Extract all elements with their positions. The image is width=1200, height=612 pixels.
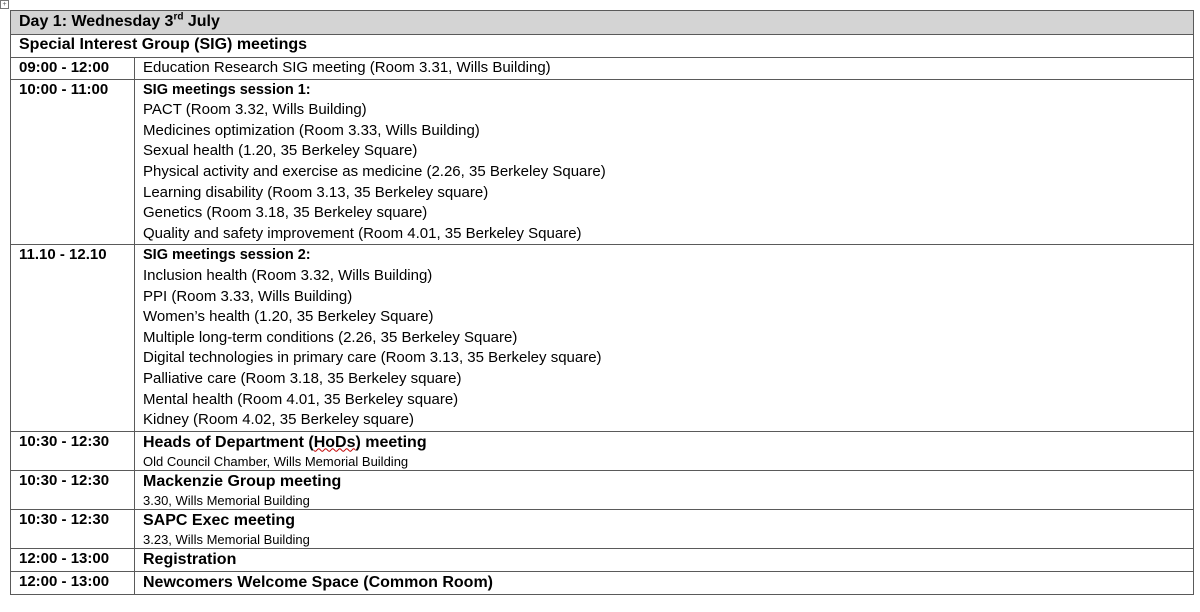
session-heading: SIG meetings session 1:: [143, 81, 311, 98]
day-header-row: [11, 11, 1194, 35]
time-cell: 09:00 - 12:00: [11, 58, 135, 80]
time-cell: 12:00 - 13:00: [11, 571, 135, 594]
meeting-title: Registration: [143, 550, 237, 568]
list-item: Mental health (Room 4.01, 35 Berkeley square): [143, 390, 459, 408]
time-cell: 10:30 - 12:30: [11, 431, 135, 470]
table-row: [11, 58, 1194, 80]
day-title-month: July: [183, 13, 220, 30]
table-row: [11, 245, 1194, 431]
spelling-flagged-word: HoDs: [313, 433, 356, 451]
sig-heading: Special Interest Group (SIG) meetings: [11, 35, 1194, 58]
time-cell: 11.10 - 12.10: [11, 245, 135, 431]
list-item: Sexual health (1.20, 35 Berkeley Square): [143, 142, 418, 160]
time-cell: 10:00 - 11:00: [11, 79, 135, 245]
list-item: PPI (Room 3.33, Wills Building): [143, 287, 353, 305]
meeting-title-end: ) meeting: [355, 433, 427, 451]
table-row: [11, 79, 1194, 245]
meeting-cell: [135, 431, 1194, 470]
meeting-title: Newcomers Welcome Space (Common Room): [143, 573, 494, 591]
list-item: Quality and safety improvement (Room 4.01, 35 Berkeley Square): [143, 224, 582, 242]
list-item: Multiple long-term conditions (2.26, 35 Berkeley Square): [143, 328, 518, 346]
table-row: [11, 571, 1194, 594]
list-item: Women’s health (1.20, 35 Berkeley Square): [143, 308, 434, 326]
day-title-prefix: Day 1: Wednesday 3: [19, 13, 174, 30]
list-item: Learning disability (Room 3.13, 35 Berkeley square): [143, 183, 489, 201]
day-title: [11, 11, 1194, 35]
list-item: Kidney (Room 4.02, 35 Berkeley square): [143, 411, 414, 429]
table-row: [11, 431, 1194, 470]
table-row: [11, 548, 1194, 571]
list-item: Palliative care (Room 3.18, 35 Berkeley square): [143, 369, 462, 387]
session-text: Education Research SIG meeting (Room 3.31, Wills Building): [143, 59, 551, 76]
meeting-cell: [135, 470, 1194, 509]
sig-heading-row: [11, 35, 1194, 58]
table-row: [11, 470, 1194, 509]
time-cell: 10:30 - 12:30: [11, 470, 135, 509]
meeting-cell: [135, 509, 1194, 548]
meeting-title-start: Heads of Department (: [143, 433, 314, 451]
meeting-title: SAPC Exec meeting: [143, 511, 296, 529]
meeting-cell: [135, 571, 1194, 594]
day-ordinal-suffix: rd: [173, 11, 184, 23]
meeting-title: Mackenzie Group meeting: [143, 472, 342, 490]
list-item: Genetics (Room 3.18, 35 Berkeley square): [143, 204, 428, 222]
list-item: Medicines optimization (Room 3.33, Wills Building): [143, 121, 480, 139]
time-cell: 12:00 - 13:00: [11, 548, 135, 571]
session-cell: [135, 245, 1194, 431]
meeting-cell: [135, 548, 1194, 571]
session-heading: SIG meetings session 2:: [143, 247, 311, 264]
time-cell: 10:30 - 12:30: [11, 509, 135, 548]
meeting-title: [143, 432, 1185, 454]
table-row: [11, 509, 1194, 548]
meeting-location: 3.30, Wills Memorial Building: [143, 492, 310, 508]
table-anchor-icon: +: [0, 0, 9, 9]
session-cell: [135, 79, 1194, 245]
schedule-table: [10, 10, 1194, 595]
meeting-location: 3.23, Wills Memorial Building: [143, 531, 310, 547]
list-item: Digital technologies in primary care (Room 3.13, 35 Berkeley square): [143, 349, 602, 367]
list-item: Inclusion health (Room 3.32, Wills Building): [143, 266, 433, 284]
list-item: Physical activity and exercise as medicine (2.26, 35 Berkeley Square): [143, 162, 606, 180]
session-cell: [135, 58, 1194, 80]
meeting-location: Old Council Chamber, Wills Memorial Building: [143, 453, 409, 469]
list-item: PACT (Room 3.32, Wills Building): [143, 101, 367, 119]
